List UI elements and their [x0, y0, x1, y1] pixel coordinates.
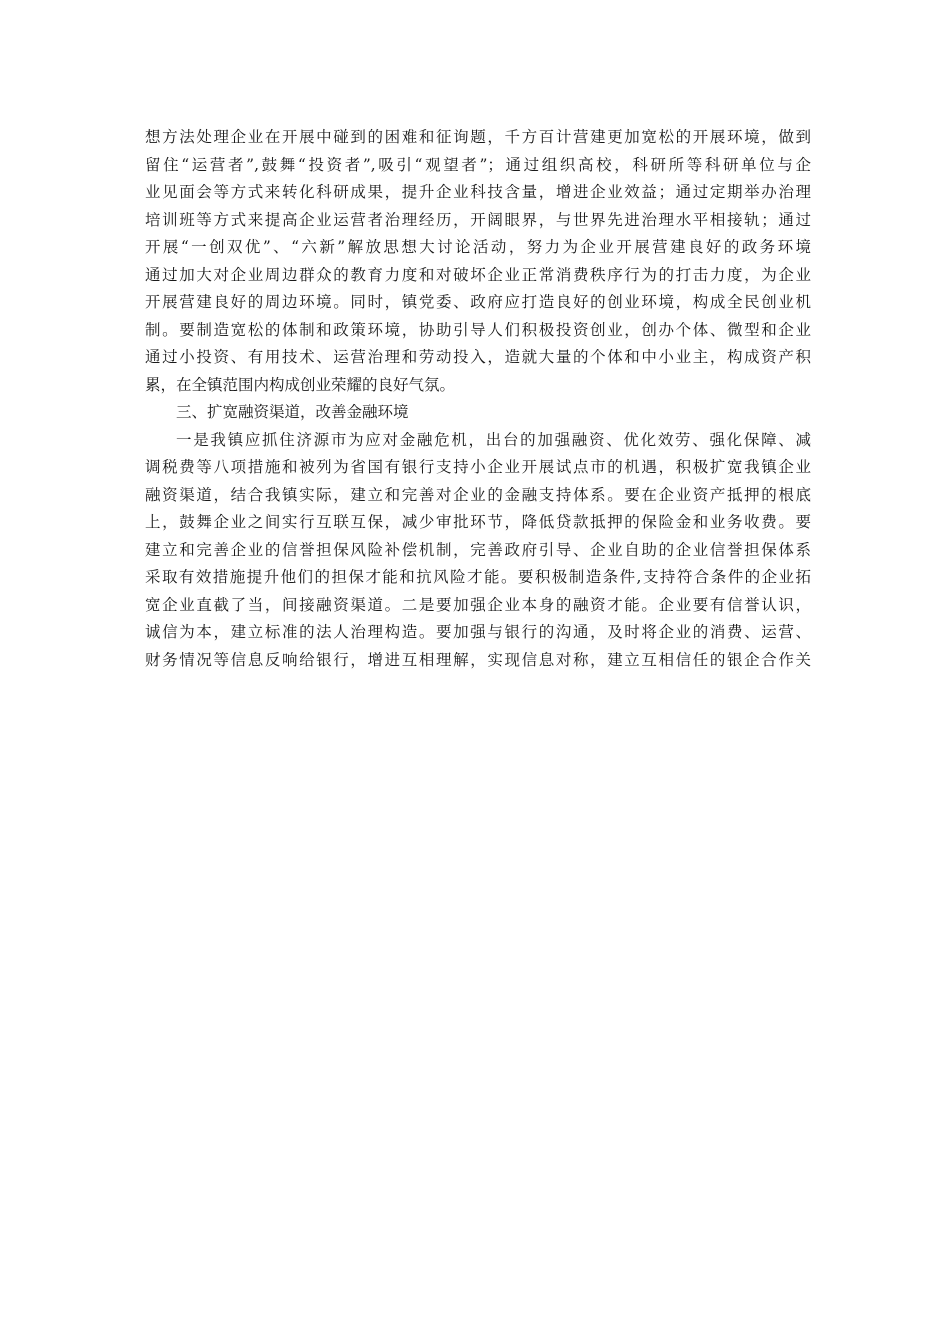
text-line: 想方法处理企业在开展中碰到的困难和征询题，千方百计营建更加宽松的开展环境，做到 [145, 128, 811, 146]
text-line: 开展营建良好的周边环境。同时，镇党委、政府应打造良好的创业环境，构成全民创业机 [145, 293, 811, 311]
text-line: 开展“一创双优”、“六新”解放思想大讨论活动，努力为企业开展营建良好的政务环境 [145, 238, 811, 256]
text-line: 建立和完善企业的信誉担保风险补偿机制，完善政府引导、企业自助的企业信誉担保体系 [145, 540, 811, 559]
text-line: 制。要制造宽松的体制和政策环境，协助引导人们积极投资创业，创办个体、微型和企业 [145, 320, 811, 339]
text-line: 留住“运营者”,鼓舞“投资者”,吸引“观望者”；通过组织高校，科研所等科研单位与企 [145, 155, 811, 174]
document-body [145, 124, 811, 674]
text-line: 财务情况等信息反响给银行，增进互相理解，实现信息对称，建立互相信任的银企合作关 [145, 650, 811, 669]
text-line: 培训班等方式来提高企业运营者治理经历，开阔眼界，与世界先进治理水平相接轨；通过 [145, 210, 811, 229]
text-line: 通过加大对企业周边群众的教育力度和对破坏企业正常消费秩序行为的打击力度，为企业 [145, 265, 811, 284]
text-line: 通过小投资、有用技术、运营治理和劳动投入，造就大量的个体和中小业主，构成资产积 [145, 348, 811, 366]
text-line: 调税费等八项措施和被列为省国有银行支持小企业开展试点市的机遇，积极扩宽我镇企业 [145, 458, 811, 476]
text-line: 一是我镇应抓住济源市为应对金融危机，出台的加强融资、优化效劳、强化保障、减 [176, 430, 811, 449]
section-heading: 三、扩宽融资渠道，改善金融环境 [176, 403, 409, 421]
text-line: 宽企业直截了当，间接融资渠道。二是要加强企业本身的融资才能。企业要有信誉认识， [145, 595, 811, 614]
text-line: 融资渠道，结合我镇实际，建立和完善对企业的金融支持体系。要在企业资产抵押的根底 [145, 485, 811, 504]
text-line: 业见面会等方式来转化科研成果，提升企业科技含量，增进企业效益；通过定期举办治理 [145, 183, 811, 201]
text-line: 诚信为本，建立标准的法人治理构造。要加强与银行的沟通，及时将企业的消费、运营、 [145, 623, 811, 641]
text-line: 采取有效措施提升他们的担保才能和抗风险才能。要积极制造条件,支持符合条件的企业拓 [145, 568, 811, 586]
text-line: 累，在全镇范围内构成创业荣耀的良好气氛。 [145, 375, 456, 394]
text-line: 上，鼓舞企业之间实行互联互保，减少审批环节，降低贷款抵押的保险金和业务收费。要 [145, 513, 811, 531]
